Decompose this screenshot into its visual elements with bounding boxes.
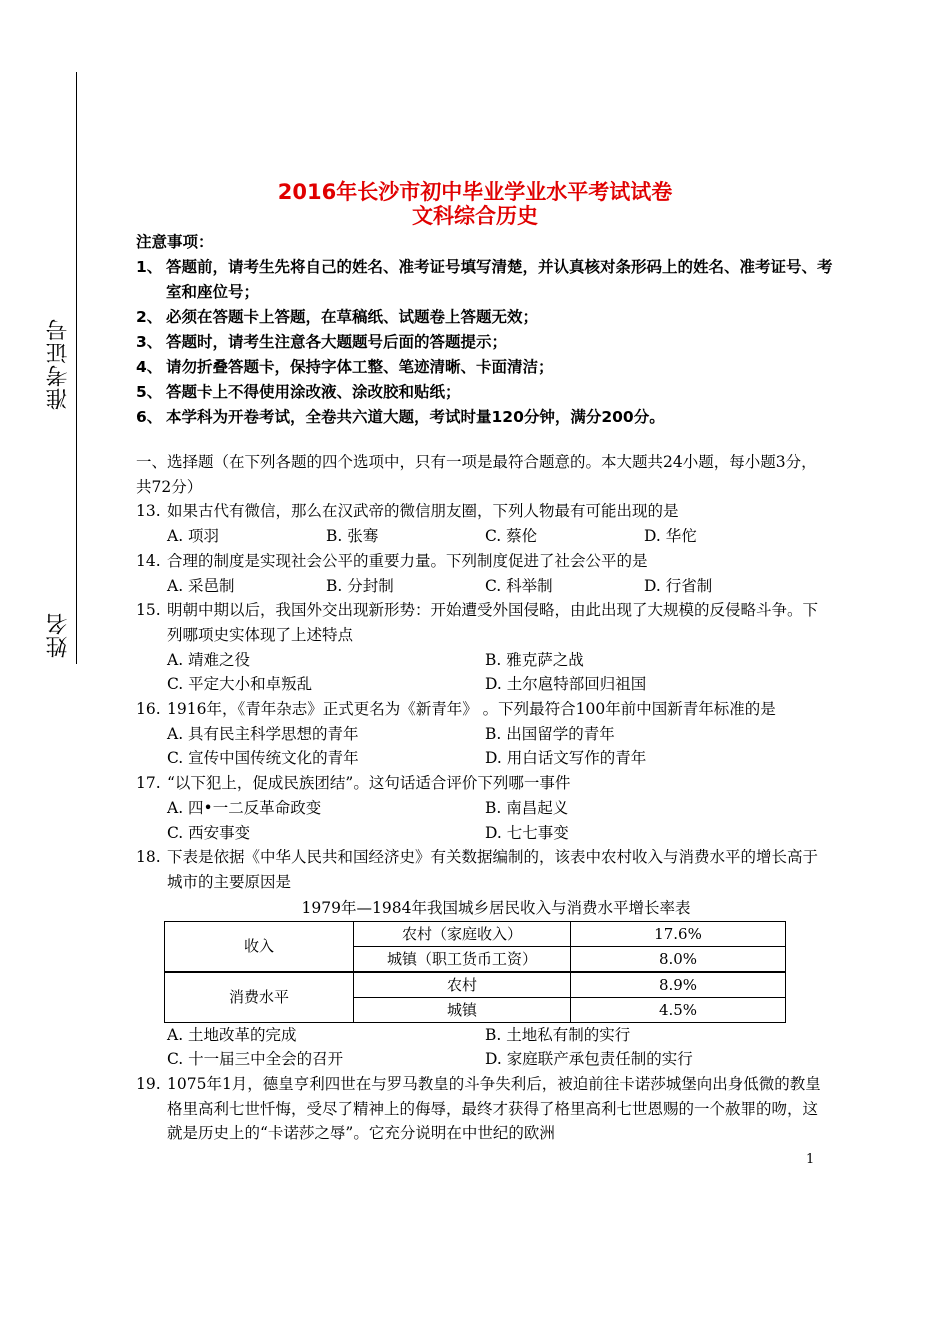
notice-item: [136, 405, 836, 430]
options-17: [136, 821, 826, 846]
option: B. 出国留学的青年: [485, 724, 615, 743]
table-cell: 城镇（职工货币工资）: [354, 946, 571, 972]
question-17: [136, 771, 826, 796]
question-number: 15.: [136, 601, 161, 620]
option: D. 华佗: [644, 527, 697, 546]
growth-rate-table: [164, 921, 786, 1023]
question-number: 18.: [136, 848, 161, 867]
question-number: 17.: [136, 774, 161, 793]
options-18: [136, 1023, 826, 1048]
option: C. 西安事变: [167, 823, 251, 842]
option: C. 蔡伦: [485, 527, 538, 546]
options-16: [136, 746, 826, 771]
option: D. 七七事变: [485, 823, 569, 842]
option: A. 采邑制: [167, 576, 235, 595]
table-cell: 8.0%: [571, 946, 786, 972]
question-text: 1916年，《青年杂志》正式更名为《新青年》 。下列最符合100年前中国新青年标准的是: [167, 700, 776, 719]
option: C. 平定大小和卓叛乱: [167, 675, 313, 694]
table-cell: 城镇: [354, 997, 571, 1022]
table-cell: 17.6%: [571, 921, 786, 946]
notice-num: 1、: [136, 258, 163, 276]
exam-number-label: 准考证号: [46, 318, 71, 410]
option: B. 分封制: [326, 576, 394, 595]
option: A. 靖难之役: [167, 650, 251, 669]
question-number: 19.: [136, 1075, 161, 1094]
notice-text: 本学科为开卷考试，全卷共六道大题，考试时量120分钟，满分200分。: [166, 408, 665, 426]
notice-heading: 注意事项：: [136, 233, 214, 251]
question-13: [136, 499, 826, 524]
notice-text: 答题卡上不得使用涂改液、涂改胶和贴纸；: [166, 383, 461, 401]
question-text: “以下犯上，促成民族团结”。这句话适合评价下列哪一事件: [167, 774, 571, 793]
option: A. 具有民主科学思想的青年: [167, 724, 359, 743]
question-text: 下表是依据《中华人民共和国经济史》有关数据编制的，该表中农村收入与消费水平的增长高于城市的主要原因是: [167, 848, 819, 891]
table-row: [165, 921, 786, 946]
option: C. 十一届三中全会的召开: [167, 1050, 344, 1069]
option: C. 科举制: [485, 576, 553, 595]
exam-subtitle: 文科综合历史: [412, 204, 538, 228]
notice-item: [136, 255, 836, 305]
table-cell: 收入: [165, 921, 354, 972]
notice-text: 答题前，请考生先将自己的姓名、准考证号填写清楚，并认真核对条形码上的姓名、准考证号、考室和座位号；: [166, 258, 833, 301]
question-text: 1075年1月，德皇亨利四世在与罗马教皇的斗争失利后，被迫前往卡诺莎城堡向出身低微的教皇格里高利七世忏悔，受尽了精神上的侮辱，最终才获得了格里高利七世恩赐的一个赦罪的吻，这就是历史上的“卡诺莎之辱”。它充分说明在中世纪的欧洲: [167, 1075, 821, 1143]
question-number: 16.: [136, 700, 161, 719]
table-cell: 农村: [354, 972, 571, 998]
binding-line: [76, 72, 77, 664]
notice-text: 请勿折叠答题卡，保持字体工整、笔迹清晰、卡面清洁；: [166, 358, 554, 376]
option: D. 家庭联产承包责任制的实行: [485, 1050, 693, 1069]
notice-num: 5、: [136, 383, 163, 401]
question-15: [136, 598, 826, 647]
options-15: [136, 648, 826, 673]
table-cell: 农村（家庭收入）: [354, 921, 571, 946]
option: C. 宣传中国传统文化的青年: [167, 749, 359, 768]
options-17: [136, 796, 826, 821]
option: B. 南昌起义: [485, 798, 569, 817]
exam-number-blank: [60, 262, 61, 318]
options-18: [136, 1047, 826, 1072]
options-15: [136, 672, 826, 697]
option: A. 土地改革的完成: [167, 1025, 297, 1044]
question-text: 明朝中期以后，我国外交出现新形势：开始遭受外国侵略，由此出现了大规模的反侵略斗争。下列哪项史实体现了上述特点: [167, 601, 819, 644]
table-caption: 1979年—1984年我国城乡居民收入与消费水平增长率表: [301, 898, 691, 917]
question-14: [136, 549, 826, 574]
table-cell: 8.9%: [571, 972, 786, 998]
options-16: [136, 722, 826, 747]
notice-num: 4、: [136, 358, 163, 376]
option: B. 张骞: [326, 527, 379, 546]
option: D. 土尔扈特部回归祖国: [485, 675, 647, 694]
question-18: [136, 845, 826, 894]
question-number: 14.: [136, 551, 161, 570]
notice-num: 2、: [136, 308, 163, 326]
options-13: [136, 524, 826, 549]
options-14: [136, 574, 826, 599]
option: D. 行省制: [644, 576, 713, 595]
question-number: 13.: [136, 502, 161, 521]
option: B. 土地私有制的实行: [485, 1025, 631, 1044]
page-number: 1: [806, 1152, 815, 1167]
notice-item: [136, 305, 836, 330]
notice-item: [136, 380, 836, 405]
table-row: [165, 972, 786, 998]
question-text: 如果古代有微信，那么在汉武帝的微信朋友圈，下列人物最有可能出现的是: [167, 502, 679, 521]
option: A. 项羽: [167, 527, 220, 546]
option: D. 用白话文写作的青年: [485, 749, 647, 768]
notice-text: 必须在答题卡上答题，在草稿纸、试题卷上答题无效；: [166, 308, 539, 326]
questions-block: [136, 450, 826, 1146]
section-intro: 一、选择题（在下列各题的四个选项中，只有一项是最符合题意的。本大题共24小题，每小题3分，共72分）: [136, 453, 817, 496]
notice-item: [136, 330, 836, 355]
question-19: [136, 1072, 826, 1146]
question-text: 合理的制度是实现社会公平的重要力量。下列制度促进了社会公平的是: [167, 551, 648, 570]
option: A. 四•一二反革命政变: [167, 798, 322, 817]
notice-num: 3、: [136, 333, 163, 351]
option: B. 雅克萨之战: [485, 650, 584, 669]
notice-block: [136, 230, 836, 430]
notice-num: 6、: [136, 408, 163, 426]
question-16: [136, 697, 826, 722]
table-cell: 消费水平: [165, 972, 354, 1023]
table-cell: 4.5%: [571, 997, 786, 1022]
notice-item: [136, 355, 836, 380]
notice-text: 答题时，请考生注意各大题题号后面的答题提示；: [166, 333, 508, 351]
name-label: 姓名: [46, 612, 71, 658]
exam-title: 2016年长沙市初中毕业学业水平考试试卷: [277, 180, 673, 204]
